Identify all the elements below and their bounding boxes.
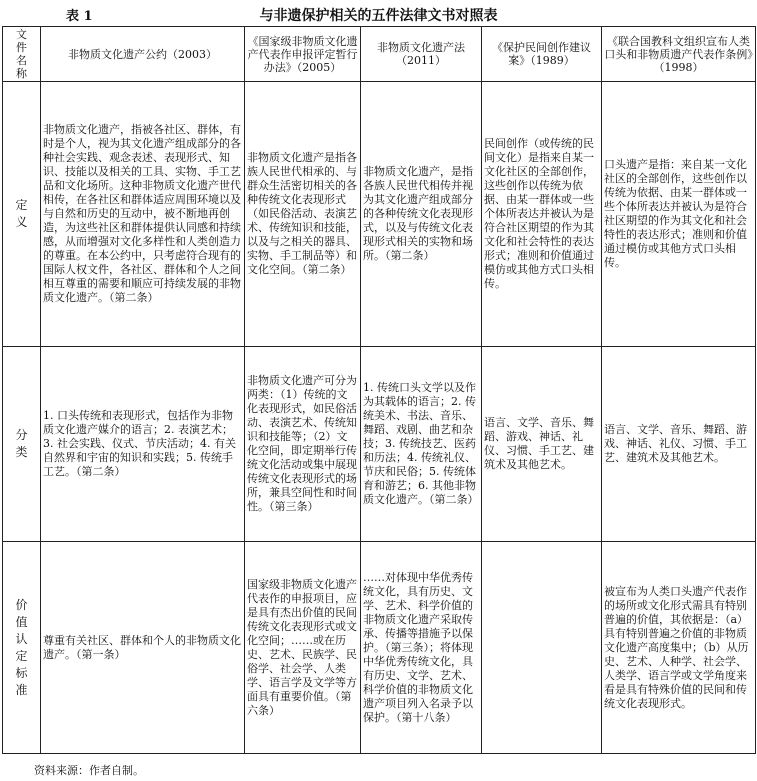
column-header: 《保护民间创作建议案》（1989） — [482, 27, 602, 82]
table-cell: 非物质文化遗产，是指各族人民世代相传并视为其文化遗产组成部分的各种传统文化表现形式，以及与传统文化表现形式相关的实物和场所。（第二条） — [361, 82, 482, 347]
table-cell: 国家级非物质文化遗产代表作的申报项目，应是具有杰出价值的民间传统文化表现形式或文化空间；……或在历史、艺术、民族学、民俗学、社会学、人类学、语言学及文学等方面具有重要价值。（第六条） — [245, 542, 361, 754]
column-header: 《国家级非物质文化遗产代表作申报评定暂行办法》（2005） — [245, 27, 361, 82]
column-header: 非物质文化遗产公约（2003） — [41, 27, 245, 82]
column-header: 《联合国教科文组织宣布人类口头和非物质遗产代表作条例》（1998） — [602, 27, 756, 82]
table-cell: 口头遗产是指：来自某一文化社区的全部创作，这些创作以传统为依据、由某一群体或一些个体所表达并被认为是符合社区期望的作为其文化和社会特性的表达形式；准则和价值通过模仿或其他方式口头相传。 — [602, 82, 756, 347]
table-cell: 被宣布为人类口头遗产代表作的场所或文化形式需具有特别普遍的价值，其依据是：（a）具有特别普遍之价值的非物质文化遗产高度集中；（b）从历史、艺术、人种学、社会学、人类学、语言学或文学角度来看是具有特殊价值的民间和传统文化表现形式。 — [602, 542, 756, 754]
row-header: 价值认定标准 — [3, 542, 41, 754]
column-header: 非物质文化遗产法（2011） — [361, 27, 482, 82]
table-row-definition — [3, 82, 756, 347]
table-row-classification — [3, 347, 756, 542]
table-cell: 民间创作（或传统的民间文化）是指来自某一文化社区的全部创作，这些创作以传统为依据、由某一群体或一些个体所表达并被认为是符合社区期望的作为其文化和社会特性的表达形式；准则和价值通过模仿或其他方式口头相传。 — [482, 82, 602, 347]
table-cell: 语言、文学、音乐、舞蹈、游戏、神话、礼仪、习惯、手工艺、建筑术及其他艺术。 — [602, 347, 756, 542]
row-header: 分类 — [3, 347, 41, 542]
table-header-row — [3, 27, 756, 82]
table-cell: 尊重有关社区、群体和个人的非物质文化遗产。（第一条） — [41, 542, 245, 754]
table-cell: 语言、文学、音乐、舞蹈、游戏、神话、礼仪、习惯、手工艺、建筑术及其他艺术。 — [482, 347, 602, 542]
table-cell: 1. 口头传统和表现形式，包括作为非物质文化遗产媒介的语言；2. 表演艺术；3. 社会实践、仪式、节庆活动；4. 有关自然界和宇宙的知识和实践；5. 传统手工艺。（第二条） — [41, 347, 245, 542]
source-note: 资料来源：作者自制。 — [34, 764, 144, 777]
comparison-table — [2, 26, 756, 754]
table-cell — [482, 542, 602, 754]
table-title: 与非遗保护相关的五件法律文书对照表 — [259, 8, 498, 24]
table-cell: ……对体现中华优秀传统文化，具有历史、文学、艺术、科学价值的非物质文化遗产采取传承、传播等措施予以保护。（第三条）；将体现中华优秀传统文化，具有历史、文学、艺术、科学价值的非物质文化遗产项目列入名录予以保护。（第十八条） — [361, 542, 482, 754]
corner-header: 文件名称 — [3, 27, 41, 82]
table-cell: 非物质文化遗产，指被各社区、群体，有时是个人，视为其文化遗产组成部分的各种社会实践、观念表述、表现形式、知识、技能以及相关的工具、实物、手工艺品和文化场所。这种非物质文化遗产世代相传，在各社区和群体适应周围环境以及与自然和历史的互动中，被不断地再创造，为这些社区和群体提供认同感和持续感，从而增强对文化多样性和人类创造力的尊重。在本公约中，只考虑符合现有的国际人权文件，各社区、群体和个人之间相互尊重的需要和顺应可持续发展的非物质文化遗产。（第二条） — [41, 82, 245, 347]
table-row-value-criteria — [3, 542, 756, 754]
table-cell: 非物质文化遗产是指各族人民世代相承的、与群众生活密切相关的各种传统文化表现形式（如民俗活动、表演艺术、传统知识和技能，以及与之相关的器具、实物、手工制品等）和文化空间。（第二条） — [245, 82, 361, 347]
table-cell: 1. 传统口头文学以及作为其载体的语言；2. 传统美术、书法、音乐、舞蹈、戏剧、曲艺和杂技；3. 传统技艺、医药和历法；4. 传统礼仪、节庆和民俗；5. 传统体育和游艺；6. 其他非物质文化遗产。（第二条） — [361, 347, 482, 542]
table-cell: 非物质文化遗产可分为两类：（1）传统的文化表现形式，如民俗活动、表演艺术、传统知识和技能等；（2）文化空间，即定期举行传统文化活动或集中展现传统文化表现形式的场所，兼具空间性和时间性。（第三条） — [245, 347, 361, 542]
row-header: 定义 — [3, 82, 41, 347]
table-label: 表 1 — [66, 9, 93, 24]
